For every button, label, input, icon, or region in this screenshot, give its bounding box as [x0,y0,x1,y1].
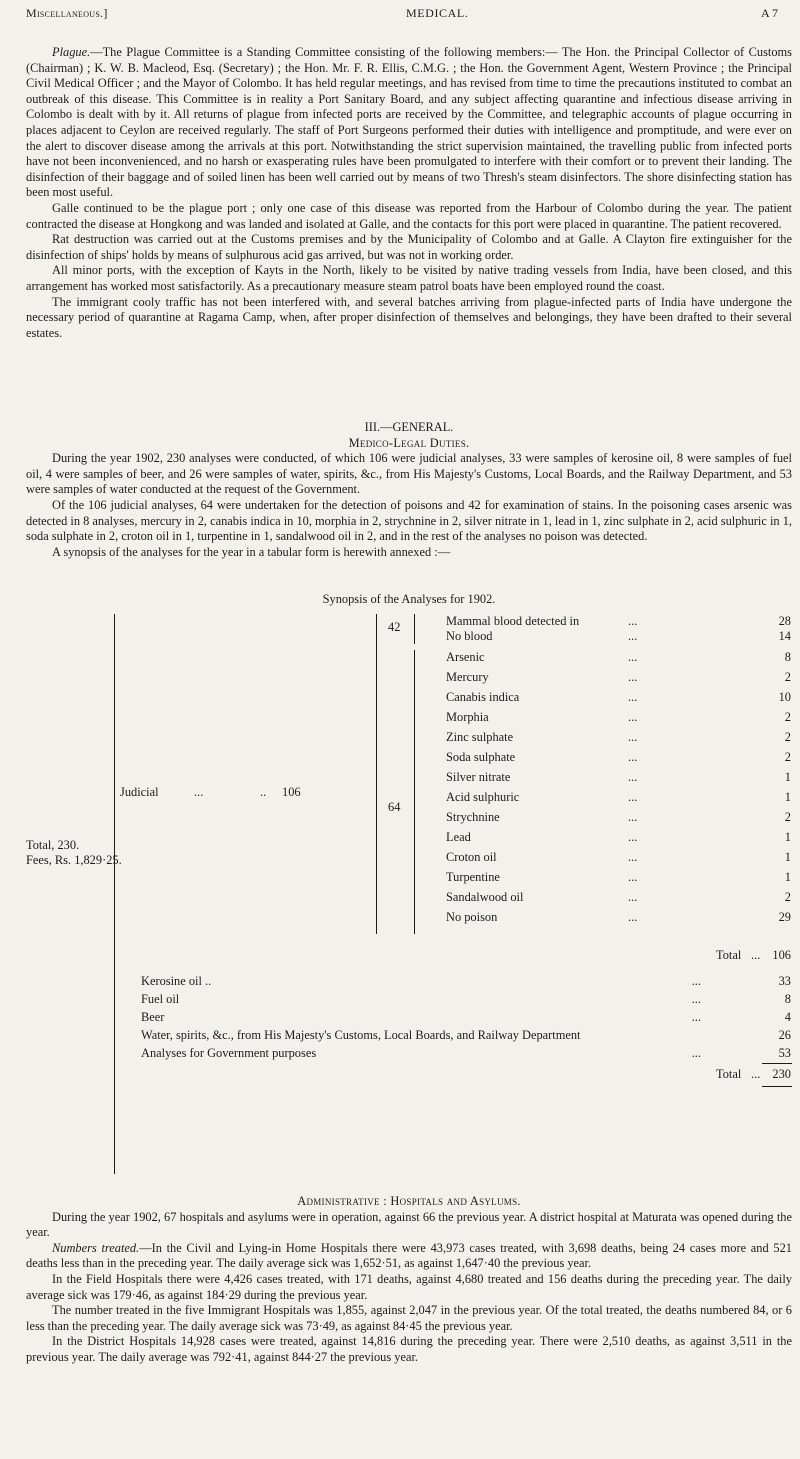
row-value: 53 [778,1046,791,1060]
admin-paragraph: The number treated in the five Immigrant Hospitals was 1,855, against 2,047 in the previous year. Of the total treated, the deaths numbered 84, or 6 less than the preceding year. The daily average sick was 73·49, as against 84·45 the previous year. [26,1303,792,1333]
judicial-leader: .. [260,785,267,799]
plague-paragraph: All minor ports, with the exception of Kayts in the North, likely to be visited by native trading vessels from India, have been closed, and this arrangement has worked most satisfactorily. As a precautionary measure steam patrol boats have been employed round the coast. [26,263,792,293]
stain-row: Mammal blood detected in ... 28 [446,614,791,628]
poison-row: Zinc sulphate ... 2 [446,730,791,744]
poison-row: No poison ... 29 [446,910,791,924]
general-paragraph: A synopsis of the analyses for the year in a tabular form is herewith annexed :— [52,544,451,559]
row-label: Sandalwood oil [446,890,524,904]
general-paragraph: During the year 1902, 230 analyses were conducted, of which 106 were judicial analyses, 33 were samples of kerosine oil, 8 were samples of fuel oil, 4 were samples of beer, and 26 were samples of water, spirits, &c., from His Majesty's Customs, Local Boards, and the Railway Department, and 53 were samples of water conducted at the request of the Government. [26,451,792,497]
poison-row: Strychnine ... 2 [446,810,791,824]
row-value: 14 [778,629,791,643]
analysis-row: Fuel oil ... 8 [141,992,791,1006]
row-value: 26 [778,1028,791,1042]
plague-paragraph: Rat destruction was carried out at the Customs premises and by the Municipality of Colombo and at Galle. A Clayton fire extinguisher for the disinfection of ships' holds by means of sulphurous acid gas arrived, but was not in working order. [26,232,792,262]
row-label: Beer [141,1010,165,1024]
row-label: Arsenic [446,650,485,664]
plague-heading: Plague. [52,45,91,59]
section-subheading: Medico-Legal Duties. [348,435,470,450]
general-paragraph: Of the 106 judicial analyses, 64 were undertaken for the detection of poisons and 42 for examination of stains. In the poisoning cases arsenic was detected in 8 analyses, mercury in 2, canabis indica in 10, morphia in 2, strychnine in 2, silver nitrate in 1, lead in 1, zinc sulphate in 2, acid sulphuric in 1, soda sulphate in 2, croton oil in 1, turpentine in 1, sandalwood oil in 2, and in the rest of the analyses no poison was detected. [26,497,792,544]
row-value: 28 [778,614,791,628]
row-value: 1 [784,790,791,804]
analysis-row [141,1028,791,1043]
total-analyses-label: Total, 230. [26,838,80,852]
total-rule [762,1086,792,1087]
row-value: 1 [784,770,791,784]
row-value: 2 [784,730,791,744]
row-label: Kerosine oil .. [141,974,212,988]
total-value: 230 [772,1067,791,1081]
section-label: Miscellaneous.] [26,6,108,20]
section-heading: III.—GENERAL. [364,420,454,434]
row-value: 1 [784,870,791,884]
row-value: 33 [778,974,791,988]
total-rule [762,1063,792,1064]
row-label: Turpentine [446,870,500,884]
row-label: Morphia [446,710,489,724]
total-value: 106 [772,948,791,962]
row-label: Zinc sulphate [446,730,514,744]
admin-paragraph: Numbers treated.—In the Civil and Lying-in Home Hospitals there were 43,973 cases treated, with 3,698 deaths, being 24 cases more and 521 deaths less than in the preceding year. The daily average sick was 1,652·51, as against 1,647·40 the previous year. [26,1240,792,1271]
row-value: 2 [784,810,791,824]
admin-paragraph: In the Field Hospitals there were 4,426 cases treated, with 171 deaths, against 4,680 treated and 156 deaths during the preceding year. The daily average sick was 179·46, as against 184·29 during the previous year. [26,1271,792,1302]
row-label: Water, spirits, &c., from His Majesty's Customs, Local Boards, and Railway Department [141,1028,581,1042]
judicial-leader: ... [194,785,204,799]
stains-count: 42 [388,620,401,634]
row-label: Soda sulphate [446,750,516,764]
poisons-brace [414,650,415,934]
row-label: Canabis indica [446,690,520,704]
judicial-label: Judicial [120,785,159,799]
stain-row: No blood ... 14 [446,629,791,643]
row-value: 2 [784,710,791,724]
row-value: 2 [784,890,791,904]
section-heading: Administrative : Hospitals and Asylums. [297,1194,521,1208]
page-number: A 7 [760,6,778,20]
plague-paragraph: Plague.—The Plague Committee is a Standing Committee consisting of the following members:— The Hon. the Principal Collector of Customs (Chairman) ; K. W. B. Macleod, Esq. (Secretary) ; the Hon. Mr. F. R. Ellis, C.M.G. ; the Hon. the Government Agent, Western Province ; the Principal Civil Medical Officer ; and the Mayor of Colombo. It has held regular meetings, and has revised from time to time the precautions instituted to combat an outbreak of this disease. This Committee is in reality a Port Sanitary Board, and any subject affecting quarantine and infectious disease arriving in Colombo is dealt with by it. All returns of plague from infected ports are received by the Committee, and telegraphic accounts of plague occurring in places adjacent to Ceylon are received regularly. The staff of Port Surgeons performed their duties with intelligence and promptitude, and were ever on the alert to discover disease among the arrivals at this port. Notwithstanding the strict supervision maintained, the travelling public from infected ports have not been inconvenienced, and no harsh or exasperating rules have been promulgated to interfere with their comfort or to prevent their landing. The disinfection of their baggage and of soiled linen has been well carried out by means of two Thresh's steam disinfectors. The shore disinfecting station has been most useful. [26,45,792,200]
judicial-total-row: Total ... 106 [716,948,791,962]
row-value: 1 [784,850,791,864]
admin-paragraph: In the District Hospitals 14,928 cases were treated, against 14,816 during the preceding year. There were 2,510 deaths, as against 3,511 in the previous year. The daily average was 792·41, against 844·27 the previous year. [26,1334,792,1364]
row-label: Mercury [446,670,489,684]
poison-row: Canabis indica ... 10 [446,690,791,704]
row-label: Croton oil [446,850,497,864]
stains-brace [414,614,415,644]
fees-label: Fees, Rs. 1,829·25. [26,853,122,867]
poison-row: Soda sulphate ... 2 [446,750,791,764]
poison-row: Sandalwood oil ... 2 [446,890,791,904]
admin-paragraph: During the year 1902, 67 hospitals and asylums were in operation, against 66 the previous year. A district hospital at Maturata was opened during the year. [26,1209,792,1240]
row-label: Analyses for Government purposes [141,1046,317,1060]
numbers-heading: Numbers treated. [52,1240,140,1255]
analysis-row: Beer ... 4 [141,1010,791,1024]
row-value: 2 [784,750,791,764]
poison-row: Turpentine ... 1 [446,870,791,884]
row-value: 1 [784,830,791,844]
outer-brace [114,614,115,1174]
running-header [26,6,786,22]
poisons-count: 64 [388,800,401,814]
administrative-section [26,1194,792,1366]
analysis-row: Analyses for Government purposes ... 53 [141,1046,791,1060]
poison-row: Lead ... 1 [446,830,791,844]
row-value: 8 [784,992,791,1006]
row-label: Silver nitrate [446,770,511,784]
poison-row: Morphia ... 2 [446,710,791,724]
poison-row: Arsenic ... 8 [446,650,791,664]
row-label: Fuel oil [141,992,180,1006]
row-value: 10 [778,690,791,704]
row-label: Acid sulphuric [446,790,520,804]
row-label: No blood [446,629,493,643]
synopsis-title: Synopsis of the Analyses for 1902. [322,592,496,606]
grand-total-row: Total ... 230 [716,1067,791,1081]
page-title: MEDICAL. [406,6,469,20]
row-value: 2 [784,670,791,684]
poison-row: Mercury ... 2 [446,670,791,684]
synopsis-table [26,592,792,1187]
total-label: Total [716,1067,742,1081]
poison-row: Croton oil ... 1 [446,850,791,864]
row-label: Strychnine [446,810,500,824]
plague-paragraph: Galle continued to be the plague port ; only one case of this disease was reported from the Harbour of Colombo during the year. The patient contracted the disease at Hongkong and was landed and isolated at Galle, and the contacts for this port were placed in quarantine. The patient recovered. [26,200,792,231]
poison-row: Acid sulphuric ... 1 [446,790,791,804]
row-value: 29 [778,910,791,924]
general-section [26,420,792,560]
row-value: 4 [784,1010,791,1024]
row-label: No poison [446,910,498,924]
row-label: Mammal blood detected in [446,614,580,628]
total-label: Total [716,948,742,962]
row-value: 8 [784,650,791,664]
analysis-row: Kerosine oil .. ... 33 [141,974,791,988]
row-label: Lead [446,830,471,844]
judicial-count: 106 [282,785,301,799]
poison-row: Silver nitrate ... 1 [446,770,791,784]
judicial-brace [376,614,377,934]
plague-section [26,45,792,341]
plague-paragraph: The immigrant cooly traffic has not been interfered with, and several batches arriving from plague-infected parts of India have undergone the necessary period of quarantine at Ragama Camp, when, after proper disinfection of themselves and belongings, they have been drafted to their several estates. [26,294,792,340]
